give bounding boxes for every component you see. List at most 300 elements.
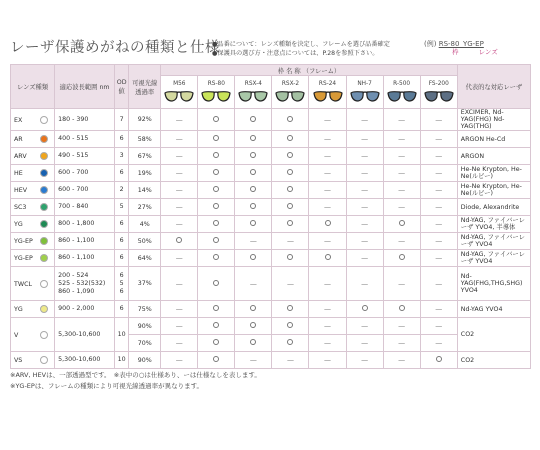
unavailable-mark: — bbox=[420, 318, 457, 335]
circle-icon bbox=[436, 356, 442, 362]
lens-name: SC3 bbox=[14, 204, 27, 211]
unavailable-mark: — bbox=[235, 233, 272, 250]
header-laser: 代表的な対応レーザ bbox=[457, 65, 530, 109]
laser-cell: Nd-YAG YVO4 bbox=[457, 301, 530, 318]
unavailable-mark: — bbox=[346, 335, 383, 352]
available-mark bbox=[235, 109, 272, 131]
circle-icon bbox=[213, 116, 219, 122]
circle-icon bbox=[287, 254, 293, 260]
wavelength-cell: 600 - 700 bbox=[55, 165, 115, 182]
laser-cell: He-Ne Krypton, He-Ne(ルビー) bbox=[457, 165, 530, 182]
lens-name: YG bbox=[14, 306, 23, 313]
unavailable-mark: — bbox=[161, 131, 198, 148]
unavailable-mark: — bbox=[346, 109, 383, 131]
frame-name: NH-7 bbox=[357, 80, 372, 87]
lens-color-swatch bbox=[40, 186, 48, 194]
unavailable-mark: — bbox=[272, 267, 309, 301]
unavailable-mark: — bbox=[383, 267, 420, 301]
glasses-icon bbox=[163, 88, 195, 106]
available-mark bbox=[272, 131, 309, 148]
table-row bbox=[11, 131, 531, 148]
available-mark bbox=[198, 318, 235, 335]
unavailable-mark: — bbox=[309, 131, 346, 148]
unavailable-mark: — bbox=[346, 148, 383, 165]
circle-icon bbox=[176, 237, 182, 243]
glasses-icon bbox=[423, 88, 455, 106]
od-cell: 10 bbox=[115, 352, 129, 369]
spec-table bbox=[10, 64, 531, 369]
transmittance-cell: 58% bbox=[129, 131, 161, 148]
unavailable-mark: — bbox=[420, 131, 457, 148]
unavailable-mark: — bbox=[161, 318, 198, 335]
available-mark bbox=[198, 233, 235, 250]
unavailable-mark: — bbox=[161, 335, 198, 352]
unavailable-mark: — bbox=[383, 165, 420, 182]
circle-icon bbox=[325, 254, 331, 260]
available-mark bbox=[383, 250, 420, 267]
unavailable-mark: — bbox=[346, 165, 383, 182]
unavailable-mark: — bbox=[346, 267, 383, 301]
circle-icon bbox=[325, 220, 331, 226]
available-mark bbox=[272, 182, 309, 199]
table-row bbox=[11, 301, 531, 318]
wavelength-cell: 800 - 1,800 bbox=[55, 216, 115, 233]
lens-color-swatch bbox=[40, 356, 48, 364]
frame-name: M56 bbox=[173, 80, 186, 87]
circle-icon bbox=[213, 339, 219, 345]
lens-cell bbox=[11, 301, 55, 318]
available-mark bbox=[383, 216, 420, 233]
unavailable-mark: — bbox=[309, 335, 346, 352]
laser-cell: Nd-YAG, ファイバーレーザ YVO4 bbox=[457, 250, 530, 267]
available-mark bbox=[420, 352, 457, 369]
frame-rsx-4 bbox=[235, 76, 272, 109]
header-transmittance: 可視光線透過率 bbox=[129, 65, 161, 109]
table-row bbox=[11, 199, 531, 216]
unavailable-mark: — bbox=[420, 216, 457, 233]
circle-icon bbox=[250, 116, 256, 122]
circle-icon bbox=[287, 322, 293, 328]
circle-icon bbox=[250, 305, 256, 311]
available-mark bbox=[235, 301, 272, 318]
lens-color-swatch bbox=[40, 305, 48, 313]
available-mark bbox=[272, 148, 309, 165]
circle-icon bbox=[213, 186, 219, 192]
lens-cell bbox=[11, 182, 55, 199]
table-row bbox=[11, 109, 531, 131]
available-mark bbox=[161, 233, 198, 250]
circle-icon bbox=[250, 169, 256, 175]
unavailable-mark: — bbox=[309, 182, 346, 199]
unavailable-mark: — bbox=[161, 199, 198, 216]
frame-nh-7 bbox=[346, 76, 383, 109]
footnotes bbox=[10, 370, 261, 392]
available-mark bbox=[235, 182, 272, 199]
od-cell: 3 bbox=[115, 148, 129, 165]
transmittance-cell: 27% bbox=[129, 199, 161, 216]
header-wavelength: 適応波長範囲 nm bbox=[55, 65, 115, 109]
laser-cell: CO2 bbox=[457, 318, 530, 352]
od-cell: 7 bbox=[115, 109, 129, 131]
unavailable-mark: — bbox=[309, 352, 346, 369]
transmittance-cell: 64% bbox=[129, 250, 161, 267]
frame-fs-200 bbox=[420, 76, 457, 109]
unavailable-mark: — bbox=[383, 352, 420, 369]
od-cell: 5 bbox=[115, 199, 129, 216]
table-row bbox=[11, 148, 531, 165]
laser-cell: Nd-YAG(FHG,THG,SHG) YVO4 bbox=[457, 267, 530, 301]
glasses-icon bbox=[200, 88, 232, 106]
frame-name: RS-80 bbox=[207, 80, 225, 87]
circle-icon bbox=[213, 135, 219, 141]
unavailable-mark: — bbox=[161, 250, 198, 267]
available-mark bbox=[346, 301, 383, 318]
wavelength-cell: 600 - 700 bbox=[55, 182, 115, 199]
available-mark bbox=[198, 250, 235, 267]
circle-icon bbox=[213, 322, 219, 328]
circle-icon bbox=[250, 186, 256, 192]
frame-name: R-500 bbox=[393, 80, 411, 87]
unavailable-mark: — bbox=[346, 131, 383, 148]
available-mark bbox=[198, 199, 235, 216]
unavailable-mark: — bbox=[346, 250, 383, 267]
laser-cell: EXCIMER, Nd-YAG(FHG) Nd-YAG(THG) bbox=[457, 109, 530, 131]
wavelength-cell: 490 - 515 bbox=[55, 148, 115, 165]
available-mark bbox=[272, 109, 309, 131]
lens-color-swatch bbox=[40, 203, 48, 211]
transmittance-cell: 90% bbox=[129, 352, 161, 369]
od-cell: 6 bbox=[115, 216, 129, 233]
lens-name: EX bbox=[14, 116, 23, 124]
circle-icon bbox=[399, 220, 405, 226]
frame-name: RSX-2 bbox=[281, 80, 300, 87]
lens-cell bbox=[11, 109, 55, 131]
unavailable-mark: — bbox=[161, 301, 198, 318]
lens-cell bbox=[11, 318, 55, 352]
unavailable-mark: — bbox=[383, 182, 420, 199]
unavailable-mark: — bbox=[420, 182, 457, 199]
unavailable-mark: — bbox=[309, 301, 346, 318]
available-mark bbox=[272, 301, 309, 318]
circle-icon bbox=[250, 152, 256, 158]
frame-rs-24 bbox=[309, 76, 346, 109]
lens-color-swatch bbox=[40, 280, 48, 288]
frame-name: RS-24 bbox=[318, 80, 337, 87]
table-row bbox=[11, 165, 531, 182]
unavailable-mark: — bbox=[346, 182, 383, 199]
example-frame-label: 枠 bbox=[452, 48, 459, 56]
circle-icon bbox=[287, 135, 293, 141]
available-mark bbox=[272, 199, 309, 216]
transmittance-cell: 37% bbox=[129, 267, 161, 301]
example-code: RS-80_YG-EP bbox=[438, 40, 484, 48]
lens-cell bbox=[11, 250, 55, 267]
circle-icon bbox=[287, 203, 293, 209]
unavailable-mark: — bbox=[309, 148, 346, 165]
footnote-partial: ※ARV, HEVは、一部透過型です。 ※表中の○は仕様あり、ーは仕様なしを表します。 bbox=[10, 371, 261, 379]
available-mark bbox=[235, 165, 272, 182]
available-mark bbox=[198, 131, 235, 148]
available-mark bbox=[235, 199, 272, 216]
circle-icon bbox=[213, 237, 219, 243]
unavailable-mark: — bbox=[420, 233, 457, 250]
lens-color-swatch bbox=[40, 331, 48, 339]
available-mark bbox=[309, 250, 346, 267]
transmittance-cell: 50% bbox=[129, 233, 161, 250]
unavailable-mark: — bbox=[346, 233, 383, 250]
unavailable-mark: — bbox=[420, 199, 457, 216]
unavailable-mark: — bbox=[346, 352, 383, 369]
circle-icon bbox=[287, 116, 293, 122]
notes bbox=[212, 40, 390, 58]
laser-cell: CO2 bbox=[457, 352, 530, 369]
circle-icon bbox=[250, 135, 256, 141]
wavelength-cell: 200 - 524 525 - 532(532) 860 - 1,090 bbox=[55, 267, 115, 301]
od-cell: 10 bbox=[115, 318, 129, 352]
circle-icon bbox=[213, 169, 219, 175]
table-row bbox=[11, 216, 531, 233]
available-mark bbox=[235, 131, 272, 148]
lens-name: ARV bbox=[14, 153, 27, 160]
unavailable-mark: — bbox=[272, 233, 309, 250]
circle-icon bbox=[213, 220, 219, 226]
unavailable-mark: — bbox=[420, 335, 457, 352]
unavailable-mark: — bbox=[235, 267, 272, 301]
wavelength-cell: 5,300-10,600 bbox=[55, 352, 115, 369]
unavailable-mark: — bbox=[383, 199, 420, 216]
od-cell: 6 bbox=[115, 301, 129, 318]
circle-icon bbox=[213, 254, 219, 260]
product-code-example bbox=[424, 40, 498, 56]
wavelength-cell: 5,300-10,600 bbox=[55, 318, 115, 352]
glasses-icon bbox=[312, 88, 344, 106]
unavailable-mark: — bbox=[161, 109, 198, 131]
circle-icon bbox=[213, 305, 219, 311]
unavailable-mark: — bbox=[420, 148, 457, 165]
circle-icon bbox=[250, 339, 256, 345]
glasses-icon bbox=[274, 88, 306, 106]
lens-cell bbox=[11, 199, 55, 216]
unavailable-mark: — bbox=[383, 335, 420, 352]
wavelength-cell: 860 - 1,100 bbox=[55, 250, 115, 267]
transmittance-cell: 4% bbox=[129, 216, 161, 233]
available-mark bbox=[272, 318, 309, 335]
table-row bbox=[11, 318, 531, 335]
lens-color-swatch bbox=[40, 135, 48, 143]
unavailable-mark: — bbox=[420, 301, 457, 318]
wavelength-cell: 860 - 1,100 bbox=[55, 233, 115, 250]
unavailable-mark: — bbox=[309, 199, 346, 216]
lens-name: HEV bbox=[14, 187, 28, 194]
available-mark bbox=[198, 301, 235, 318]
lens-cell bbox=[11, 267, 55, 301]
header-lens-type: レンズ種類 bbox=[11, 65, 55, 109]
lens-color-swatch bbox=[40, 169, 48, 177]
lens-cell bbox=[11, 233, 55, 250]
od-cell: 6 bbox=[115, 131, 129, 148]
table-row bbox=[11, 182, 531, 199]
glasses-icon bbox=[349, 88, 381, 106]
laser-cell: ARGON bbox=[457, 148, 530, 165]
lens-name: YG-EP bbox=[14, 238, 33, 245]
available-mark bbox=[272, 165, 309, 182]
od-cell: 6 bbox=[115, 233, 129, 250]
unavailable-mark: — bbox=[272, 352, 309, 369]
footnote-yg-ep: ※YG-EPは、フレームの種類により可視光線透過率が異なります。 bbox=[10, 382, 204, 390]
circle-icon bbox=[213, 203, 219, 209]
frame-rsx-2 bbox=[272, 76, 309, 109]
unavailable-mark: — bbox=[383, 233, 420, 250]
available-mark bbox=[235, 216, 272, 233]
lens-name: VS bbox=[14, 357, 23, 364]
circle-icon bbox=[287, 169, 293, 175]
laser-cell: Diode, Alexandrite bbox=[457, 199, 530, 216]
lens-cell bbox=[11, 148, 55, 165]
transmittance-cell: 92% bbox=[129, 109, 161, 131]
unavailable-mark: — bbox=[346, 318, 383, 335]
available-mark bbox=[198, 109, 235, 131]
available-mark bbox=[235, 318, 272, 335]
available-mark bbox=[198, 165, 235, 182]
unavailable-mark: — bbox=[420, 250, 457, 267]
unavailable-mark: — bbox=[346, 199, 383, 216]
unavailable-mark: — bbox=[383, 318, 420, 335]
unavailable-mark: — bbox=[161, 148, 198, 165]
note-product-number: ●品番について：レンズ種類を決定し、フレームを選び品番確定 bbox=[212, 41, 390, 48]
lens-color-swatch bbox=[40, 254, 48, 262]
available-mark bbox=[235, 335, 272, 352]
transmittance-cell: 19% bbox=[129, 165, 161, 182]
lens-name: YG-EP bbox=[14, 255, 33, 262]
lens-cell bbox=[11, 216, 55, 233]
unavailable-mark: — bbox=[420, 165, 457, 182]
available-mark bbox=[198, 267, 235, 301]
circle-icon bbox=[399, 305, 405, 311]
transmittance-cell: 75% bbox=[129, 301, 161, 318]
available-mark bbox=[272, 335, 309, 352]
unavailable-mark: — bbox=[383, 131, 420, 148]
lens-name: TWCL bbox=[14, 280, 32, 288]
unavailable-mark: — bbox=[383, 109, 420, 131]
available-mark bbox=[235, 148, 272, 165]
table-row bbox=[11, 352, 531, 369]
od-cell: 6 bbox=[115, 250, 129, 267]
transmittance-cell: 14% bbox=[129, 182, 161, 199]
frame-r-500 bbox=[383, 76, 420, 109]
circle-icon bbox=[287, 220, 293, 226]
available-mark bbox=[272, 250, 309, 267]
unavailable-mark: — bbox=[161, 352, 198, 369]
circle-icon bbox=[250, 322, 256, 328]
table-row bbox=[11, 267, 531, 301]
laser-cell: Nd-YAG, ファイバーレーザ YVO4 bbox=[457, 233, 530, 250]
unavailable-mark: — bbox=[235, 352, 272, 369]
lens-name: YG bbox=[14, 221, 23, 228]
lens-color-swatch bbox=[40, 220, 48, 228]
available-mark bbox=[235, 250, 272, 267]
circle-icon bbox=[250, 220, 256, 226]
glasses-icon bbox=[237, 88, 269, 106]
unavailable-mark: — bbox=[309, 267, 346, 301]
page-title: レーザ保護めがねの種類と仕様 bbox=[10, 40, 220, 56]
circle-icon bbox=[213, 356, 219, 362]
example-prefix: (例) bbox=[424, 40, 437, 48]
unavailable-mark: — bbox=[383, 148, 420, 165]
lens-name: V bbox=[14, 331, 19, 339]
note-selection: ●保護具の選び方・注意点については、P.28を参照下さい。 bbox=[212, 50, 379, 57]
unavailable-mark: — bbox=[420, 109, 457, 131]
unavailable-mark: — bbox=[346, 216, 383, 233]
frame-name: RSX-4 bbox=[244, 80, 262, 87]
lens-cell bbox=[11, 165, 55, 182]
header-frame-group: 枠 名 称 （フレーム） bbox=[161, 65, 458, 76]
available-mark bbox=[309, 216, 346, 233]
unavailable-mark: — bbox=[309, 233, 346, 250]
lens-name: HE bbox=[14, 170, 23, 177]
wavelength-cell: 900 - 2,000 bbox=[55, 301, 115, 318]
wavelength-cell: 700 - 840 bbox=[55, 199, 115, 216]
od-cell: 6 bbox=[115, 165, 129, 182]
table-row bbox=[11, 233, 531, 250]
available-mark bbox=[198, 335, 235, 352]
transmittance-cell: 90% bbox=[129, 318, 161, 335]
circle-icon bbox=[287, 186, 293, 192]
laser-cell: He-Ne Krypton, He-Ne(ルビー) bbox=[457, 182, 530, 199]
available-mark bbox=[272, 216, 309, 233]
circle-icon bbox=[287, 339, 293, 345]
unavailable-mark: — bbox=[309, 318, 346, 335]
circle-icon bbox=[213, 152, 219, 158]
circle-icon bbox=[250, 203, 256, 209]
available-mark bbox=[383, 301, 420, 318]
header-od: OD値 bbox=[115, 65, 129, 109]
transmittance-cell: 70% bbox=[129, 335, 161, 352]
available-mark bbox=[198, 352, 235, 369]
available-mark bbox=[198, 182, 235, 199]
unavailable-mark: — bbox=[309, 109, 346, 131]
example-lens-label: レンズ bbox=[478, 48, 498, 56]
circle-icon bbox=[287, 152, 293, 158]
unavailable-mark: — bbox=[161, 165, 198, 182]
frame-rs-80 bbox=[198, 76, 235, 109]
unavailable-mark: — bbox=[161, 267, 198, 301]
circle-icon bbox=[399, 254, 405, 260]
laser-cell: Nd-YAG, ファイバーレーザ YVO4, 半導体 bbox=[457, 216, 530, 233]
lens-color-swatch bbox=[40, 237, 48, 245]
lens-cell bbox=[11, 352, 55, 369]
lens-color-swatch bbox=[40, 152, 48, 160]
lens-name: AR bbox=[14, 136, 23, 143]
unavailable-mark: — bbox=[161, 216, 198, 233]
lens-color-swatch bbox=[40, 116, 48, 124]
circle-icon bbox=[213, 280, 219, 286]
available-mark bbox=[198, 216, 235, 233]
unavailable-mark: — bbox=[309, 165, 346, 182]
wavelength-cell: 180 - 390 bbox=[55, 109, 115, 131]
unavailable-mark: — bbox=[420, 267, 457, 301]
transmittance-cell: 67% bbox=[129, 148, 161, 165]
frame-name: FS-200 bbox=[428, 80, 449, 87]
wavelength-cell: 400 - 515 bbox=[55, 131, 115, 148]
laser-cell: ARGON He-Cd bbox=[457, 131, 530, 148]
circle-icon bbox=[362, 305, 368, 311]
lens-cell bbox=[11, 131, 55, 148]
circle-icon bbox=[287, 305, 293, 311]
available-mark bbox=[198, 148, 235, 165]
circle-icon bbox=[250, 254, 256, 260]
table-row bbox=[11, 250, 531, 267]
frame-m56 bbox=[161, 76, 198, 109]
